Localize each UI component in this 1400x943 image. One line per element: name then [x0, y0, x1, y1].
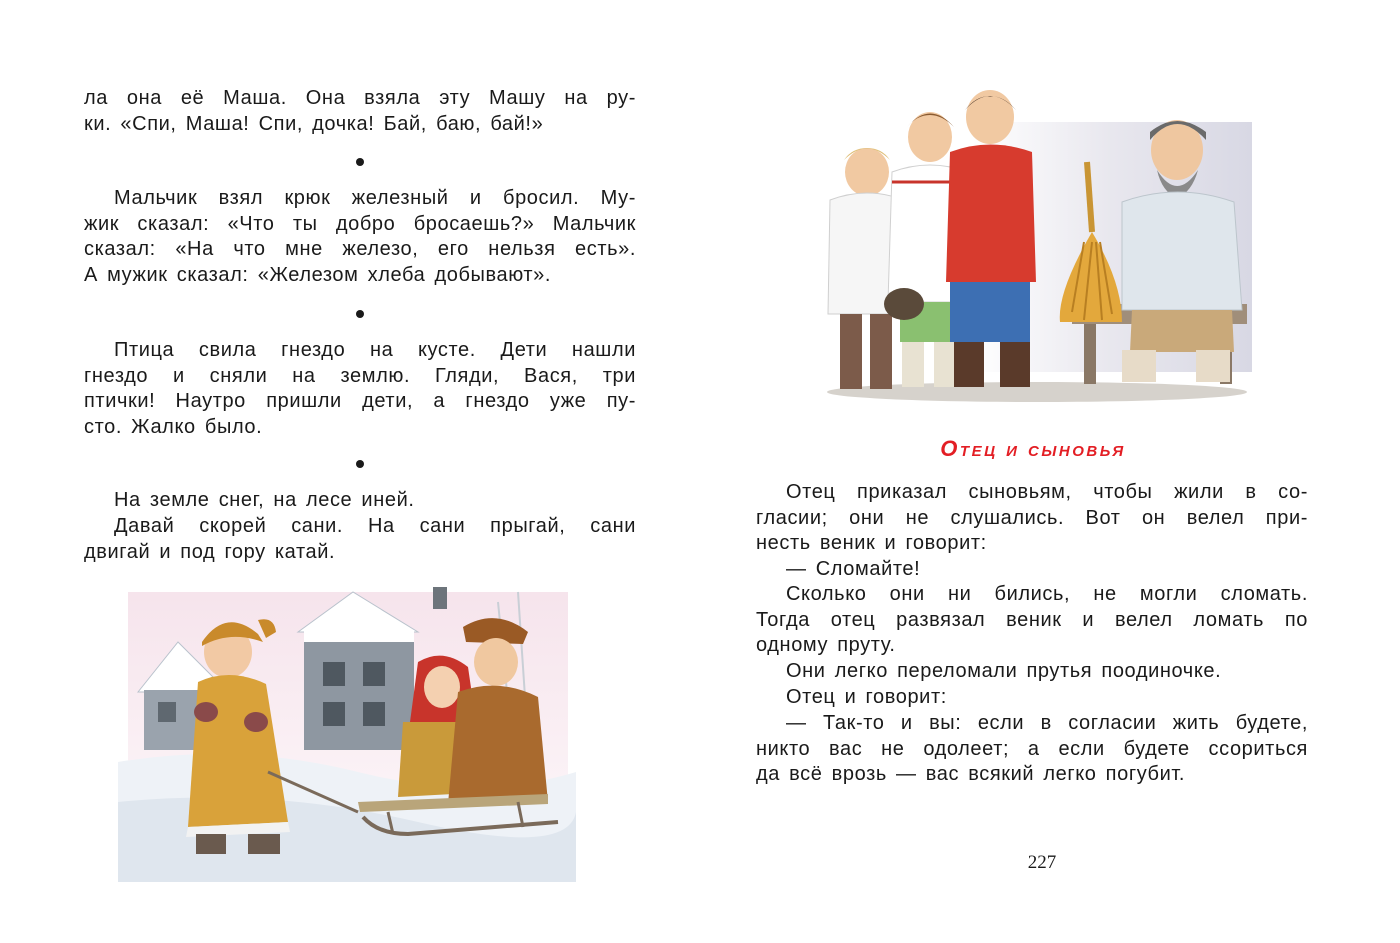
story-paragraph-2 [756, 557, 1308, 583]
text-line: ла она её Маша. Она взяла эту Машу на ру- [84, 87, 636, 109]
text-line: А мужик сказал: «Железом хлеба добывают». [84, 263, 552, 286]
text-line: Сколько они ни бились, не могли сломать. [786, 583, 1308, 605]
text-line: Давай скорей сани. На сани прыгай, сани [114, 515, 636, 537]
paragraph-sled [84, 514, 636, 565]
text-line: двигай и под гору катай. [84, 540, 336, 563]
text-line: птички! Наутро пришли дети, а гнездо уже пу- [84, 390, 636, 413]
text-line: — Так-то и вы: если в согласии жить будете, [786, 712, 1308, 734]
paragraph-hook [84, 186, 636, 288]
text-line: ки. «Спи, Маша! Спи, дочка! Бай, баю, бай!» [84, 112, 544, 135]
text-line: да всё врозь — вас всякий легко погубит. [756, 763, 1186, 786]
text-line: Тогда отец развязал веник и велел ломать по [756, 608, 1308, 631]
story-paragraph-1 [756, 480, 1308, 557]
paragraph-snow [84, 488, 636, 514]
text-line: несть веник и говорит: [756, 532, 987, 555]
story-paragraph-6 [756, 711, 1308, 788]
story-paragraph-5 [756, 685, 1308, 711]
text-line: Птица свила гнездо на кусте. Дети нашли [114, 339, 636, 361]
text-line: Отец и говорит: [786, 686, 947, 708]
page-number: 227 [1027, 852, 1057, 873]
text-line: На земле снег, на лесе иней. [114, 489, 415, 511]
father-and-sons-broom-illustration [822, 82, 1252, 402]
text-line: сказал: «На что мне железо, его нельзя есть». [84, 238, 636, 261]
text-line: сто. Жалко было. [84, 415, 263, 438]
story-paragraph-3 [756, 582, 1308, 659]
text-line: одному пруту. [756, 634, 896, 657]
text-line: гнездо и сняли на землю. Гляди, Вася, три [84, 364, 636, 387]
text-line: жик сказал: «Что ты добро бросаешь?» Мальчик [84, 212, 636, 235]
text-line: Отец приказал сыновьям, чтобы жили в со- [786, 481, 1308, 503]
text-line: — Сломайте! [786, 558, 921, 580]
story-title: Отец и сыновья [940, 436, 1126, 461]
text-line: Они легко переломали прутья поодиночке. [786, 660, 1222, 682]
paragraph-nest [84, 338, 636, 440]
text-line: Мальчик взял крюк железный и бросил. Му- [114, 187, 636, 209]
section-separator-bullet [356, 460, 364, 468]
right-page [700, 0, 1400, 943]
section-separator-bullet [356, 310, 364, 318]
winter-sled-children-illustration [118, 572, 576, 882]
paragraph-masha [84, 86, 636, 137]
story-paragraph-4 [756, 659, 1308, 685]
text-line: гласии; они не слушались. Вот он велел при- [756, 506, 1308, 529]
text-line: никто вас не одолеет; а если будете ссориться [756, 737, 1308, 760]
section-separator-bullet [356, 158, 364, 166]
